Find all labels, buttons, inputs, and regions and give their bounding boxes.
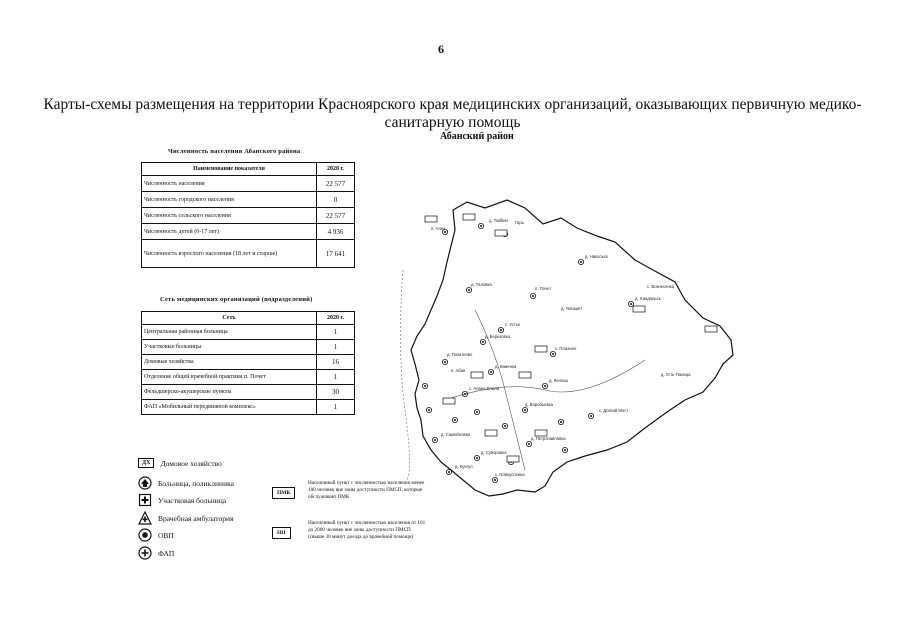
map-label: п. Абан bbox=[451, 368, 466, 373]
legend-item-ovp bbox=[138, 527, 174, 543]
fap-marker-dot bbox=[448, 471, 450, 473]
map-label: с. Вознесенка bbox=[647, 284, 675, 289]
row-value: 22 577 bbox=[317, 208, 355, 224]
fap-marker-dot bbox=[444, 231, 446, 233]
fap-marker-dot bbox=[444, 361, 446, 363]
row-label: Участковые больницы bbox=[142, 340, 317, 355]
table-row bbox=[142, 208, 355, 224]
pmk-marker bbox=[463, 214, 475, 220]
pmk-box-icon: ПМК bbox=[272, 487, 295, 499]
map-label: д. Петропавловка bbox=[531, 436, 566, 441]
map-label: д. Кунгул bbox=[455, 464, 473, 469]
row-label: Отделение общей врачебной практики п. Почет bbox=[142, 370, 317, 385]
table-row bbox=[142, 176, 355, 192]
district-title: Абанский район bbox=[440, 131, 514, 142]
map-label: п. Почет bbox=[535, 286, 552, 291]
map-label: с. Плахино bbox=[555, 346, 577, 351]
map-label: с. Новоуспенка bbox=[495, 472, 525, 477]
fap-marker-dot bbox=[480, 225, 482, 227]
row-label: ФАП «Мобильный передвижной комплекс» bbox=[142, 400, 317, 415]
table-row bbox=[142, 400, 355, 415]
map-label: Гарь bbox=[515, 220, 524, 225]
household-icon: ДХ bbox=[138, 458, 154, 468]
fap-marker-dot bbox=[564, 449, 566, 451]
pmk-marker bbox=[443, 398, 455, 404]
fap-marker-dot bbox=[424, 385, 426, 387]
pmk-marker bbox=[519, 372, 531, 378]
map-label: д. Каменка bbox=[495, 364, 517, 369]
general-practice-icon bbox=[138, 528, 152, 542]
hospital-icon bbox=[138, 476, 152, 490]
table-row bbox=[142, 192, 355, 208]
map-label: д. Суворовка bbox=[481, 450, 507, 455]
map-label: д. Покатеево bbox=[447, 352, 473, 357]
road-line bbox=[445, 360, 645, 400]
legend-label: Участковая больница bbox=[158, 495, 227, 505]
table-header-row bbox=[142, 163, 355, 176]
legend-note-pmk: Населенный пункт с численностью населения менее 100 человек вне зоны доступности ПМСП, которые обслуживает ПМК bbox=[308, 480, 425, 500]
row-value: 4 936 bbox=[317, 224, 355, 240]
fap-marker-dot bbox=[494, 479, 496, 481]
legend-note-np: Населенный пункт с численностью населения от 101 до 2000 человек вне зоны доступности ПМСП (свыше 30 минут доезда до врачебной помощи) bbox=[308, 520, 426, 540]
legend-label: Домовое хозяйство bbox=[160, 458, 222, 468]
row-value: 0 bbox=[317, 192, 355, 208]
fap-marker-dot bbox=[490, 371, 492, 373]
legend-label: Больница, поликлиника bbox=[158, 478, 234, 488]
fap-marker-dot bbox=[528, 443, 530, 445]
outpatient-clinic-icon bbox=[138, 511, 152, 525]
map-label: п. Алеч bbox=[431, 226, 446, 231]
legend-label: ФАП bbox=[158, 548, 175, 558]
fap-marker-dot bbox=[524, 409, 526, 411]
legend-item-hospital bbox=[138, 475, 234, 491]
feldsher-point-icon bbox=[138, 546, 152, 560]
table-row bbox=[142, 355, 355, 370]
pmk-marker bbox=[705, 326, 717, 332]
table-row bbox=[142, 325, 355, 340]
district-map bbox=[385, 150, 770, 580]
fap-marker-dot bbox=[468, 289, 470, 291]
pmk-marker bbox=[633, 306, 645, 312]
row-value: 22 577 bbox=[317, 176, 355, 192]
fap-marker-dot bbox=[504, 425, 506, 427]
page-number: 6 bbox=[438, 42, 444, 56]
column-header: 2020 г. bbox=[317, 312, 355, 325]
legend-item-district-hospital bbox=[138, 492, 226, 508]
pmk-box-markers bbox=[425, 214, 717, 462]
map-label: д. Усть-Паница bbox=[661, 372, 691, 377]
map-label: с. Устье bbox=[505, 322, 521, 327]
row-label: Домовые хозяйства bbox=[142, 355, 317, 370]
table-header-row bbox=[142, 312, 355, 325]
row-label: Центральная районная больница bbox=[142, 325, 317, 340]
map-label: д. Чигашет bbox=[561, 306, 583, 311]
pmk-marker bbox=[507, 456, 519, 462]
row-value: 30 bbox=[317, 385, 355, 400]
row-label: Численность детей (0-17 лет) bbox=[142, 224, 317, 240]
fap-marker-dot bbox=[476, 457, 478, 459]
fap-marker-dot bbox=[482, 341, 484, 343]
pmk-marker bbox=[425, 216, 437, 222]
map-label: д. Воробьевка bbox=[525, 402, 553, 407]
fap-marker-dot bbox=[590, 415, 592, 417]
fap-marker-dot bbox=[552, 353, 554, 355]
row-label: Численность взрослого населения (18 лет и старше) bbox=[142, 240, 317, 268]
population-table bbox=[141, 162, 355, 268]
fap-marker-dot bbox=[428, 409, 430, 411]
map-label: д. Таловка bbox=[471, 282, 492, 287]
fap-marker-dot bbox=[630, 303, 632, 305]
row-value: 1 bbox=[317, 340, 355, 355]
fap-marker-dot bbox=[464, 393, 466, 395]
map-label: д. Хандальск bbox=[635, 296, 661, 301]
map-label: с. Долгий Мост bbox=[599, 408, 629, 413]
legend-item-fap bbox=[138, 545, 174, 561]
row-label: Численность населения bbox=[142, 176, 317, 192]
column-header: Сеть bbox=[142, 312, 317, 325]
map-label: д. Березовка bbox=[485, 334, 511, 339]
fap-marker-dot bbox=[454, 419, 456, 421]
fap-marker-dot bbox=[500, 329, 502, 331]
map-label: д. Тайбин bbox=[489, 218, 508, 223]
pmk-marker bbox=[485, 430, 497, 436]
np-box-icon: НП bbox=[272, 527, 291, 539]
district-hospital-icon bbox=[138, 493, 152, 507]
legend-item-household bbox=[138, 455, 222, 471]
outer-border-line bbox=[400, 270, 409, 480]
fap-marker-dot bbox=[580, 261, 582, 263]
row-value: 1 bbox=[317, 370, 355, 385]
table-row bbox=[142, 224, 355, 240]
map-label: д. Никольск bbox=[585, 254, 608, 259]
row-value: 1 bbox=[317, 325, 355, 340]
row-label: Фельдшерско-акушерские пункты bbox=[142, 385, 317, 400]
map-label: с. Апано-Ключи bbox=[469, 386, 500, 391]
legend-label: Врачебная амбулатория bbox=[158, 513, 234, 523]
map-label: д. Самойловка bbox=[441, 432, 471, 437]
network-table-caption: Сеть медицинских организаций (подразделений) bbox=[160, 296, 313, 303]
fap-marker-dot bbox=[560, 421, 562, 423]
column-header: Наименование показателя bbox=[142, 163, 317, 176]
fap-marker-dot bbox=[544, 385, 546, 387]
table-row bbox=[142, 240, 355, 268]
table-row bbox=[142, 385, 355, 400]
network-table bbox=[141, 311, 355, 415]
row-value: 1 bbox=[317, 400, 355, 415]
pmk-marker bbox=[495, 230, 507, 236]
legend-item-outpatient bbox=[138, 510, 233, 526]
pmk-marker bbox=[471, 372, 483, 378]
population-table-caption: Численность населения Абанского района bbox=[168, 148, 301, 155]
table-row bbox=[142, 340, 355, 355]
row-label: Численность сельского населения bbox=[142, 208, 317, 224]
page-title: Карты-схемы размещения на территории Красноярского края медицинских организаций, оказывающих первичную медико-санитарную помощь bbox=[43, 96, 862, 131]
table-row bbox=[142, 370, 355, 385]
fap-marker-dot bbox=[476, 411, 478, 413]
fap-marker-dot bbox=[532, 295, 534, 297]
row-value: 17 641 bbox=[317, 240, 355, 268]
row-label: Численность городского населения bbox=[142, 192, 317, 208]
pmk-marker bbox=[535, 346, 547, 352]
column-header: 2020 г. bbox=[317, 163, 355, 176]
row-value: 16 bbox=[317, 355, 355, 370]
map-label: д. Кенгаш bbox=[549, 378, 568, 383]
fap-marker-dot bbox=[434, 439, 436, 441]
legend-label: ОВП bbox=[158, 530, 174, 540]
